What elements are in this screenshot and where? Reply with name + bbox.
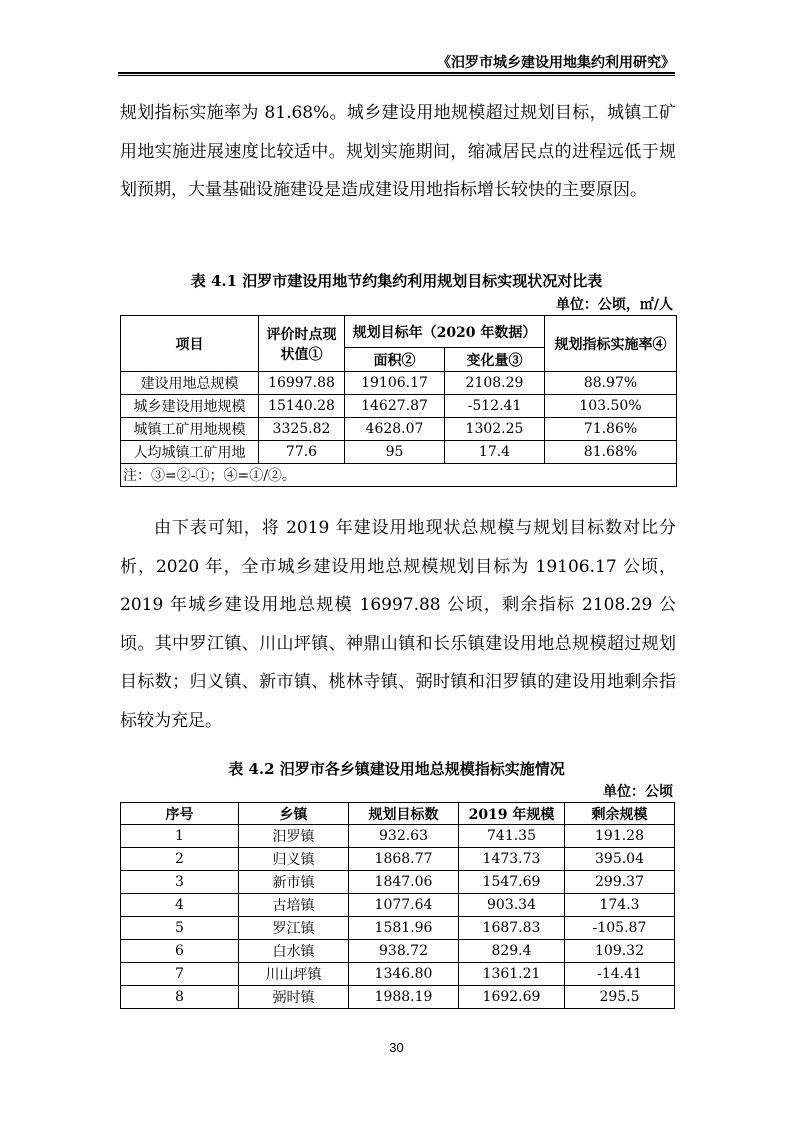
table-cell: 1988.19	[349, 986, 459, 1009]
table-row	[121, 825, 675, 848]
table-cell: 81.68%	[545, 441, 677, 464]
table-cell: 汨罗镇	[239, 825, 349, 848]
table-cell: 4	[121, 894, 239, 917]
table-cell: 191.28	[565, 825, 675, 848]
paragraph-2: 由下表可知，将 2019 年建设用地现状总规模与规划目标数对比分析，2020 年，全市城乡建设用地总规模规划目标为 19106.17 公顷，2019 年城乡建设用地总规模 16997.88 公顷，剩余指标 2108.29 公顷。其中罗江镇、川山坪镇、神鼎山镇和长乐镇建设用地总规模超过规划目标数；归义镇、新市镇、桃林寺镇、弼时镇和汨罗镇的建设用地剩余指标较为充足。	[120, 518, 676, 731]
table-cell: 295.5	[565, 986, 675, 1009]
table-cell: 17.4	[445, 441, 545, 464]
table-1-header-area: 面积②	[345, 348, 445, 372]
table-cell: 88.97%	[545, 372, 677, 395]
table-1	[120, 315, 677, 487]
table-cell: 2	[121, 848, 239, 871]
table-cell: 903.34	[459, 894, 565, 917]
table-row	[121, 940, 675, 963]
table-cell: 古培镇	[239, 894, 349, 917]
table-cell: 15140.28	[259, 395, 345, 418]
table-cell: 938.72	[349, 940, 459, 963]
table-cell: -105.87	[565, 917, 675, 940]
table-1-caption: 表 4.1 汨罗市建设用地节约集约利用规划目标实现状况对比表	[190, 272, 603, 290]
table-cell: 395.04	[565, 848, 675, 871]
table-cell: 弼时镇	[239, 986, 349, 1009]
table-row	[121, 418, 677, 441]
table-cell: 174.3	[565, 894, 675, 917]
table-cell: -14.41	[565, 963, 675, 986]
table-row	[121, 848, 675, 871]
table-row	[121, 441, 677, 464]
table-cell: 1868.77	[349, 848, 459, 871]
table-row	[121, 894, 675, 917]
table-cell: 1687.83	[459, 917, 565, 940]
table-row	[121, 917, 675, 940]
table-cell: 741.35	[459, 825, 565, 848]
running-header: 《汨罗市城乡建设用地集约利用研究》	[437, 55, 675, 71]
table-cell: 109.32	[565, 940, 675, 963]
table-row	[121, 963, 675, 986]
table-1-header-rate: 规划指标实施率④	[545, 316, 677, 372]
table-2-header-2019: 2019 年规模	[459, 803, 565, 825]
table-cell: 299.37	[565, 871, 675, 894]
page-number: 30	[389, 1040, 404, 1055]
table-cell: 归义镇	[239, 848, 349, 871]
table-cell: 8	[121, 986, 239, 1009]
table-cell: 白水镇	[239, 940, 349, 963]
table-1-note: 注：③=②-①；④=①/②。	[121, 464, 677, 487]
table-cell: 罗江镇	[239, 917, 349, 940]
table-cell: 新市镇	[239, 871, 349, 894]
table-cell: 2108.29	[445, 372, 545, 395]
table-2-header-town: 乡镇	[239, 803, 349, 825]
table-row	[121, 395, 677, 418]
table-cell: -512.41	[445, 395, 545, 418]
table-cell: 932.63	[349, 825, 459, 848]
table-2-caption: 表 4.2 汨罗市各乡镇建设用地总规模指标实施情况	[228, 760, 565, 778]
table-cell: 829.4	[459, 940, 565, 963]
table-cell: 16997.88	[259, 372, 345, 395]
table-cell: 14627.87	[345, 395, 445, 418]
table-cell: 川山坪镇	[239, 963, 349, 986]
table-2-unit: 单位：公顷	[603, 784, 673, 800]
table-cell: 1581.96	[349, 917, 459, 940]
table-1-header-item: 项目	[121, 316, 259, 372]
table-cell: 71.86%	[545, 418, 677, 441]
header-rule-thin	[118, 75, 675, 76]
table-cell: 城镇工矿用地规模	[121, 418, 259, 441]
table-cell: 5	[121, 917, 239, 940]
table-cell: 城乡建设用地规模	[121, 395, 259, 418]
table-1-header-current: 评价时点现状值①	[259, 316, 345, 372]
table-cell: 1547.69	[459, 871, 565, 894]
table-cell: 1473.73	[459, 848, 565, 871]
table-2-header-target: 规划目标数	[349, 803, 459, 825]
table-cell: 1302.25	[445, 418, 545, 441]
table-cell: 19106.17	[345, 372, 445, 395]
table-cell: 1361.21	[459, 963, 565, 986]
table-cell: 建设用地总规模	[121, 372, 259, 395]
table-cell: 6	[121, 940, 239, 963]
table-1-header-change: 变化量③	[445, 348, 545, 372]
table-cell: 77.6	[259, 441, 345, 464]
table-cell: 95	[345, 441, 445, 464]
table-1-header-target-year: 规划目标年（2020 年数据）	[345, 316, 545, 348]
table-2	[120, 802, 675, 1009]
paragraph-1: 规划指标实施率为 81.68%。城乡建设用地规模超过规划目标，城镇工矿用地实施进展速度比较适中。规划实施期间，缩减居民点的进程远低于规划预期，大量基础设施建设是造成建设用地指标增长较快的主要原因。	[120, 103, 676, 200]
table-cell: 1847.06	[349, 871, 459, 894]
table-cell: 103.50%	[545, 395, 677, 418]
table-cell: 人均城镇工矿用地	[121, 441, 259, 464]
table-cell: 3325.82	[259, 418, 345, 441]
table-cell: 1346.80	[349, 963, 459, 986]
table-row	[121, 372, 677, 395]
table-row	[121, 871, 675, 894]
table-cell: 1077.64	[349, 894, 459, 917]
header-rule	[118, 72, 675, 74]
table-cell: 4628.07	[345, 418, 445, 441]
table-2-header-index: 序号	[121, 803, 239, 825]
table-cell: 3	[121, 871, 239, 894]
table-2-header-remaining: 剩余规模	[565, 803, 675, 825]
table-1-unit: 单位：公顷，㎡/人	[555, 297, 673, 313]
table-cell: 7	[121, 963, 239, 986]
table-row	[121, 986, 675, 1009]
table-cell: 1	[121, 825, 239, 848]
table-cell: 1692.69	[459, 986, 565, 1009]
